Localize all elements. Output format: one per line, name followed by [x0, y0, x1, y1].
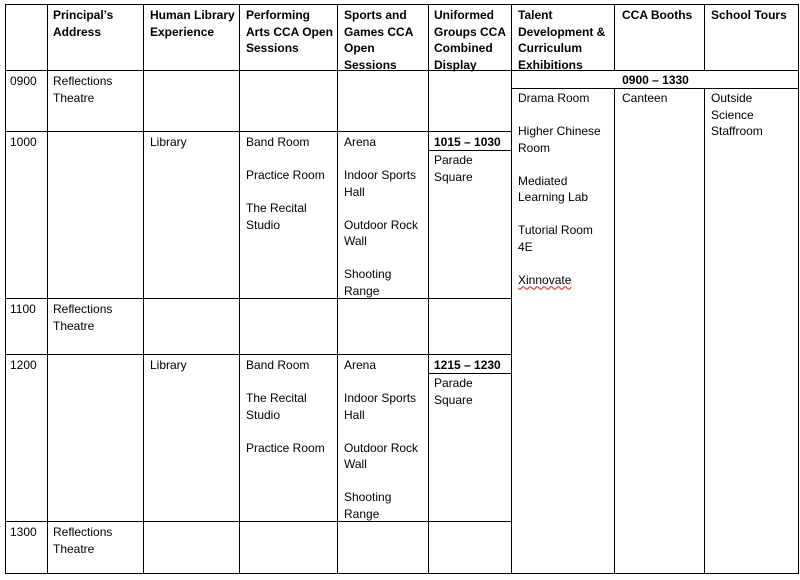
principal-0900: Reflections Theatre: [53, 74, 113, 105]
header-talent: Talent Development & Curriculum Exhibitions: [518, 8, 606, 72]
talent-venues: Drama Room Higher Chinese Room Mediated Learning Lab Tutorial Room 4E Xinnovate: [518, 91, 601, 287]
uniformed-venue-1000: Parade Square: [434, 153, 473, 184]
header-principal: Principal’s Address: [53, 8, 114, 39]
arts-1200: Band Room The Recital Studio Practice Room: [246, 358, 325, 455]
uniformed-venue-1200: Parade Square: [434, 376, 473, 407]
time-1000: 1000: [10, 135, 37, 149]
sports-1200: Arena Indoor Sports Hall Outdoor Rock Wall Shooting Range: [344, 358, 419, 521]
header-booths: CCA Booths: [622, 8, 693, 22]
header-arts: Performing Arts CCA Open Sessions: [246, 8, 333, 55]
span-time: 0900 – 1330: [622, 73, 689, 87]
time-1200: 1200: [10, 358, 37, 372]
principal-1100: Reflections Theatre: [53, 302, 113, 333]
uniformed-time-1200: 1215 – 1230: [434, 358, 501, 372]
header-tours: School Tours: [711, 8, 787, 22]
header-uniformed: Uniformed Groups CCA Combined Display: [434, 8, 506, 72]
time-0900: 0900: [10, 74, 37, 88]
time-1100: 1100: [10, 302, 36, 316]
time-1300: 1300: [10, 525, 37, 539]
sports-1000: Arena Indoor Sports Hall Outdoor Rock Wall Shooting Range: [344, 135, 419, 298]
arts-1000: Band Room Practice Room The Recital Studio: [246, 135, 325, 232]
principal-1300: Reflections Theatre: [53, 525, 113, 556]
header-sports: Sports and Games CCA Open Sessions: [344, 8, 414, 72]
library-1000: Library: [150, 135, 187, 149]
booths-venue: Canteen: [622, 91, 668, 105]
tours-venue: Outside Science Staffroom: [711, 91, 763, 138]
xinnovate-text: Xinnovate: [518, 272, 572, 287]
uniformed-time-1000: 1015 – 1030: [434, 135, 501, 149]
header-library: Human Library Experience: [150, 8, 235, 39]
library-1200: Library: [150, 358, 187, 372]
